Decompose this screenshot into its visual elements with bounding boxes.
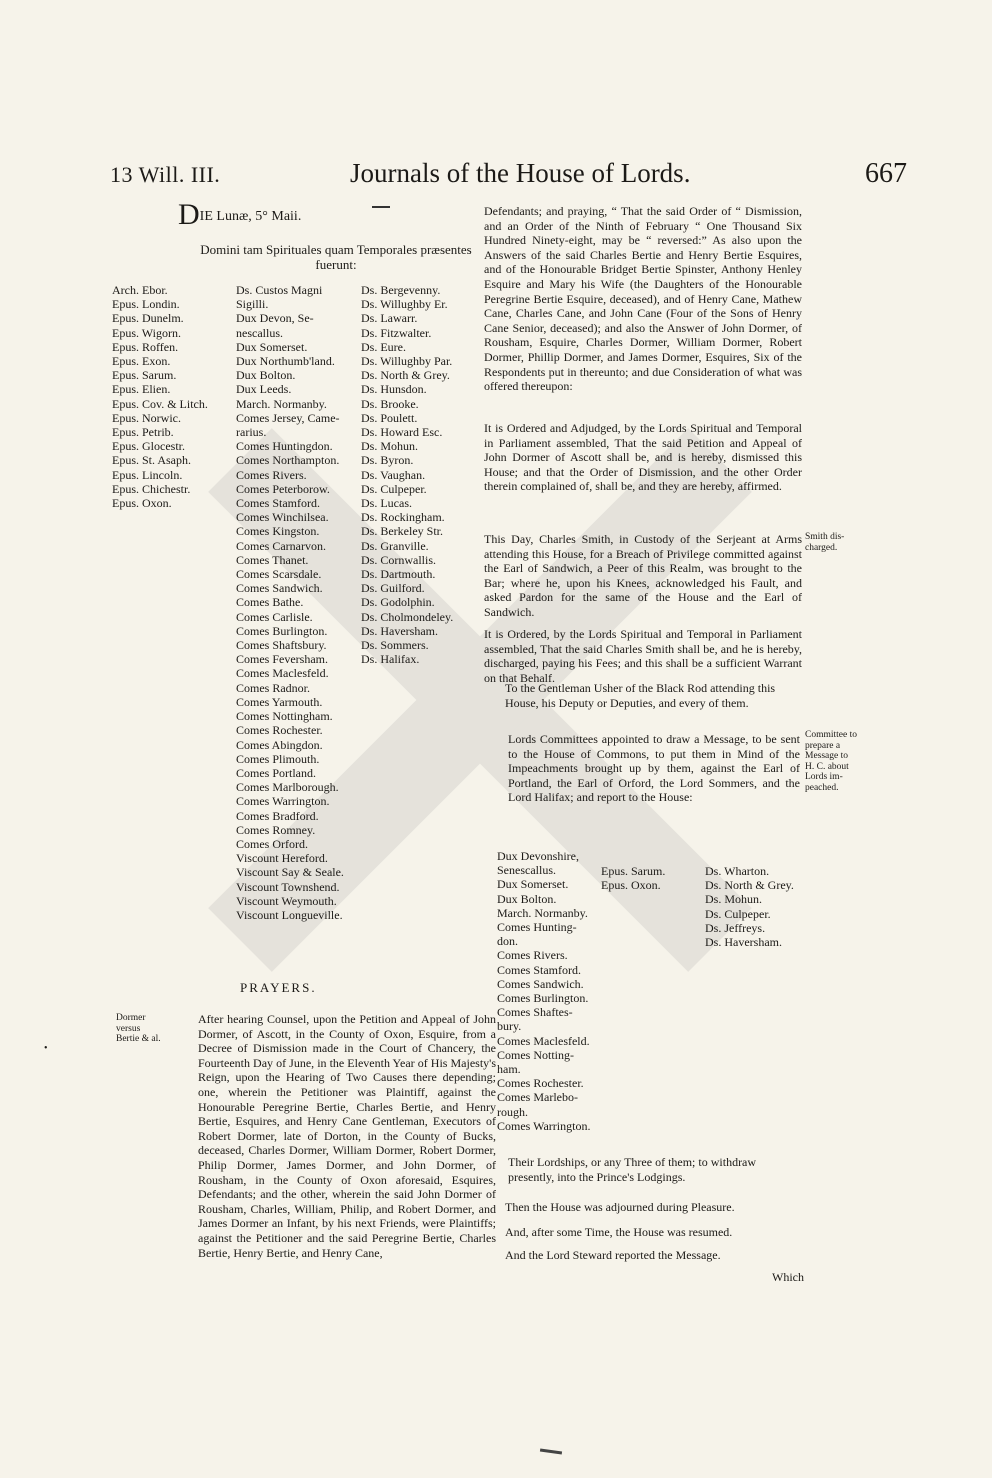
list-item: Epus. Cov. & Litch. <box>112 396 208 411</box>
lords-column-3 <box>361 283 453 666</box>
list-item: prepare a <box>805 740 841 751</box>
list-item: Comes Sandwich. <box>236 581 323 596</box>
list-item: Sigilli. <box>236 297 269 312</box>
list-item: Viscount Weymouth. <box>236 893 337 908</box>
list-item: Comes Plimouth. <box>236 751 320 766</box>
list-item: Ds. North & Grey. <box>705 878 794 893</box>
list-item: Viscount Longueville. <box>236 907 343 922</box>
list-item: Ds. Dartmouth. <box>361 567 436 582</box>
header-dash <box>372 206 390 208</box>
list-item: Comes Sandwich. <box>497 976 584 991</box>
list-item: Ds. Granville. <box>361 538 429 553</box>
list-item: H. C. about <box>805 761 849 772</box>
list-item: Ds. Culpeper. <box>705 906 771 921</box>
list-item: Comes Stamford. <box>236 496 320 511</box>
list-item: March. Normanby. <box>497 905 588 920</box>
list-item: Dux Bolton. <box>497 891 557 906</box>
list-item: Ds. Bergevenny. <box>361 283 441 297</box>
list-item: peached. <box>805 782 839 793</box>
list-item: Ds. Godolphin. <box>361 595 435 610</box>
paragraph-dormer-appeal: After hearing Counsel, upon the Petition and Appeal of John Dormer, of Ascott, in the County of Oxon, Esquire, from a Decree of Dismission made in the Court of Chancery, the Fourteenth Day of June, in the Eleventh Year of His Majesty's Reign, upon the Hearing of Two Causes there depending; one, wherein the Petitioner was Plaintiff, against the Honourable Peregrine Bertie, Charles Bertie, and Henry Bertie, Esquires, and Henry Cane Gentleman, Executors of Robert Dormer, late of Dorton, in the County of Bucks, deceased, Charles Dormer, William Dormer, Robert Dormer, Philip Dormer, James Dormer, and John Dormer, of Rousham, in the County of Oxon aforesaid, Esquires, Defendants; and the other, wherein the said John Dormer of Rousham, Charles, William, Philip, and Robert Dormer, and James Dormer an Infant, by his next Friends, were Plaintiffs; against the Petitioner and the said Peregrine Bertie, Charles Bertie, Henry Bertie, and Henry Cane, <box>198 1012 496 1260</box>
list-item: Comes Scarsdale. <box>236 567 322 582</box>
page-header-title: Journals of the House of Lords. <box>350 158 691 188</box>
list-item: Epus. Oxon. <box>601 878 661 893</box>
catchword: Which <box>772 1270 804 1284</box>
list-item: Comes Burlington. <box>236 623 328 638</box>
list-item: Ds. Custos Magni <box>236 283 323 297</box>
list-item: Comes Huntingdon. <box>236 439 333 454</box>
list-item: Comes Warrington. <box>497 1118 591 1133</box>
margin-note-smith <box>805 532 844 553</box>
list-item: Senescallus. <box>497 863 556 878</box>
list-item: Ds. Byron. <box>361 453 414 468</box>
list-item: Comes Feversham. <box>236 652 328 667</box>
list-item: Epus. Elien. <box>112 382 171 397</box>
list-item: Epus. Sarum. <box>601 864 666 878</box>
list-item: Comes Portland. <box>236 765 316 780</box>
list-item: Comes Abingdon. <box>236 737 323 752</box>
list-item: Committee to <box>805 730 857 740</box>
list-item: Ds. Guilford. <box>361 581 425 596</box>
list-item: Comes Carlisle. <box>236 609 313 624</box>
list-item: Comes Maclesfeld. <box>236 666 329 681</box>
paragraph-order-discharged: It is Ordered, by the Lords Spiritual and Temporal in Parliament assembled, That the said Charles Smith shall be, and he is hereby, discharged, paying his Fees; and this shall be a sufficient Warrant on that Behalf. <box>484 627 802 685</box>
list-item: Ds. Willughby Er. <box>361 297 448 312</box>
committee-column-1 <box>497 849 590 1133</box>
prayers-heading: PRAYERS. <box>240 980 317 995</box>
list-item: Bertie & al. <box>116 1034 161 1044</box>
list-item: Ds. Hunsdon. <box>361 382 427 397</box>
date-initial: D <box>178 198 200 231</box>
list-item: Ds. Willughby Par. <box>361 354 453 369</box>
list-item: Comes Rivers. <box>236 467 307 482</box>
line-resumed: And, after some Time, the House was resumed. <box>505 1225 733 1239</box>
committee-column-3 <box>705 864 794 949</box>
list-item: Comes Marlebo- <box>497 1090 578 1105</box>
page-header-session: 13 Will. III. <box>110 162 221 187</box>
paragraph-smith: This Day, Charles Smith, in Custody of the Serjeant at Arms attending this House, for a Breach of Privilege committed against the Earl of Sandwich, a Peer of this Realm, was brought to the Bar; where he, upon his Knees, acknowledged his Fault, and asked Pardon for the same of the House and the Earl of Sandwich. <box>484 532 802 619</box>
list-item: Comes Jersey, Came- <box>236 410 340 425</box>
list-item: rough. <box>497 1104 528 1119</box>
list-item: Ds. Haversham. <box>361 623 438 638</box>
list-item: Ds. Rockingham. <box>361 510 445 525</box>
list-item: versus <box>116 1023 141 1034</box>
paragraph-order-dismissed: It is Ordered and Adjudged, by the Lords Spiritual and Temporal in Parliament assembled, That the said Petition and Appeal of John Dormer of Ascott shall be, and is hereby, dismissed this House; and that the Order of Dismission, and the other Order therein complained of, shall be, and they are hereby, affirmed. <box>484 421 802 494</box>
committee-column-2 <box>601 864 665 892</box>
footer-mark <box>540 1448 562 1454</box>
list-item: Comes Romney. <box>236 822 316 837</box>
paragraph-committee: Lords Committees appointed to draw a Message, to be sent to the House of Commons, to put them in Mind of the Impeachments brought up by them, against the Earl of Portland, the Earl of Orford, the Lord Sommers, and the Lord Halifax; and report to the House: <box>508 732 800 805</box>
list-item: Dux Somerset. <box>236 339 308 354</box>
date-line <box>178 198 301 232</box>
list-item: Ds. Eure. <box>361 339 406 354</box>
list-item: Comes Burlington. <box>497 991 589 1006</box>
list-item: Comes Hunting- <box>497 920 577 935</box>
list-item: Ds. Fitzwalter. <box>361 325 432 340</box>
list-item: charged. <box>805 542 838 553</box>
list-item: Comes Shaftsbury. <box>236 638 327 653</box>
list-item: Arch. Ebor. <box>112 283 168 297</box>
margin-dot: • <box>44 1043 48 1054</box>
page-number: 667 <box>865 158 907 189</box>
list-item: Ds. Berkeley Str. <box>361 524 443 539</box>
list-item: Epus. Londin. <box>112 297 180 312</box>
list-item: Comes Shaftes- <box>497 1005 573 1020</box>
list-item: Ds. Brooke. <box>361 396 419 411</box>
list-item: Epus. Chichestr. <box>112 481 191 496</box>
list-item: Comes Bathe. <box>236 595 304 610</box>
list-item: Ds. Vaughan. <box>361 467 426 482</box>
paragraph-defendants: Defendants; and praying, “ That the said Order of “ Dismission, and an Order of the Ninth of February “ One Thousand Six Hundred Ninety-eight, may be “ reversed:” As also upon the Answers of the said Charles Bertie and Henry Bertie Esquires, and of the Honourable Bridget Bertie Spinster, Anthony Henley Esquire and Mary his Wife (the Daughters of the Honourable Peregrine Bertie Esquire, deceased), and of Henry Cane, Mathew Cane, Charles Cane, and John Cane (Four of the Sons of Henry Cane Senior, deceased); and also the Answer of John Dormer, of Rousham, Esquire, Charles Dormer, William Dormer, Robert Dormer, Phillip Dormer, and James Dormer, Esquires, Six of the Respondents put in thereunto; and due Consideration of what was offered thereupon: <box>484 204 802 394</box>
list-item: Epus. Wigorn. <box>112 325 181 340</box>
date-text: IE Lunæ, 5° Maii. <box>199 209 302 224</box>
list-item: Viscount Say & Seale. <box>236 865 344 880</box>
list-item: Ds. Culpeper. <box>361 481 427 496</box>
list-item: Ds. Howard Esc. <box>361 425 443 440</box>
list-item: Ds. Lucas. <box>361 496 412 511</box>
list-item: Viscount Townshend. <box>236 879 340 894</box>
list-item: Epus. Norwic. <box>112 410 181 425</box>
list-item: Dux Devon, Se- <box>236 311 314 326</box>
list-item: Dux Northumb'land. <box>236 354 335 369</box>
list-item: Comes Yarmouth. <box>236 694 323 709</box>
list-item: Ds. Lawarr. <box>361 311 418 326</box>
attendance-heading: Domini tam Spirituales quam Temporales præsentes fuerunt: <box>200 242 472 272</box>
list-item: Ds. Jeffreys. <box>705 920 766 935</box>
lords-column-1 <box>112 283 208 510</box>
list-item: ham. <box>497 1062 521 1077</box>
list-item: Ds. Mohun. <box>705 892 763 907</box>
list-item: Comes Orford. <box>236 836 308 851</box>
list-item: Epus. St. Asaph. <box>112 453 192 468</box>
list-item: Viscount Hereford. <box>236 851 328 866</box>
list-item: Ds. Cornwallis. <box>361 552 436 567</box>
list-item: Lords im- <box>805 772 843 782</box>
list-item: Comes Winchilsea. <box>236 510 329 525</box>
list-item: Ds. Sommers. <box>361 638 429 653</box>
list-item: Epus. Exon. <box>112 354 171 369</box>
list-item: Ds. Cholmondeley. <box>361 609 454 624</box>
list-item: Epus. Petrib. <box>112 425 174 440</box>
list-item: Dux Somerset. <box>497 877 569 892</box>
list-item: Smith dis- <box>805 532 845 542</box>
list-item: Ds. Halifax. <box>361 652 420 667</box>
list-item: Ds. Haversham. <box>705 935 782 950</box>
list-item: Comes Rochester. <box>236 723 323 738</box>
list-item: Comes Nottingham. <box>236 709 333 724</box>
list-item: Message to <box>805 751 849 761</box>
list-item: Comes Stamford. <box>497 962 581 977</box>
list-item: nescallus. <box>236 325 283 340</box>
list-item: rarius. <box>236 425 267 440</box>
line-adjourned: Then the House was adjourned during Pleasure. <box>505 1200 735 1214</box>
list-item: March. Normanby. <box>236 396 327 411</box>
list-item: Ds. North & Grey. <box>361 368 450 383</box>
list-item: bury. <box>497 1019 522 1034</box>
list-item: Ds. Poulett. <box>361 410 418 425</box>
list-item: Comes Thanet. <box>236 552 309 567</box>
list-item: Comes Maclesfeld. <box>497 1033 590 1048</box>
list-item: Epus. Lincoln. <box>112 467 183 482</box>
list-item: Epus. Oxon. <box>112 496 172 511</box>
list-item: Comes Radnor. <box>236 680 310 695</box>
list-item: Comes Bradford. <box>236 808 319 823</box>
list-item: Comes Rochester. <box>497 1076 584 1091</box>
list-item: Comes Notting- <box>497 1047 574 1062</box>
list-item: Ds. Wharton. <box>705 864 770 878</box>
list-item: Comes Peterborow. <box>236 481 330 496</box>
list-item: Comes Kingston. <box>236 524 320 539</box>
list-item: Comes Rivers. <box>497 948 568 963</box>
list-item: Epus. Roffen. <box>112 339 179 354</box>
list-item: Epus. Dunelm. <box>112 311 184 326</box>
list-item: Comes Carnarvon. <box>236 538 326 553</box>
list-item: Dux Bolton. <box>236 368 296 383</box>
list-item: Dux Devonshire, <box>497 849 579 863</box>
list-item: Dux Leeds. <box>236 382 292 397</box>
list-item: Ds. Mohun. <box>361 439 419 454</box>
margin-note-committee <box>805 730 857 793</box>
line-steward: And the Lord Steward reported the Message. <box>505 1248 721 1262</box>
paragraph-lordships: Their Lordships, or any Three of them; to withdraw presently, into the Prince's Lodgings. <box>508 1155 757 1184</box>
lords-column-2 <box>236 283 344 922</box>
margin-note-dormer <box>116 1013 161 1045</box>
list-item: Comes Warrington. <box>236 794 330 809</box>
list-item: Dormer <box>116 1013 146 1023</box>
list-item: Comes Northampton. <box>236 453 340 468</box>
list-item: Epus. Sarum. <box>112 368 177 383</box>
list-item: Epus. Glocestr. <box>112 439 185 454</box>
list-item: don. <box>497 934 518 949</box>
list-item: Comes Marlborough. <box>236 780 339 795</box>
paragraph-usher: To the Gentleman Usher of the Black Rod attending this House, his Deputy or Deputies, and every of them. <box>505 681 776 710</box>
